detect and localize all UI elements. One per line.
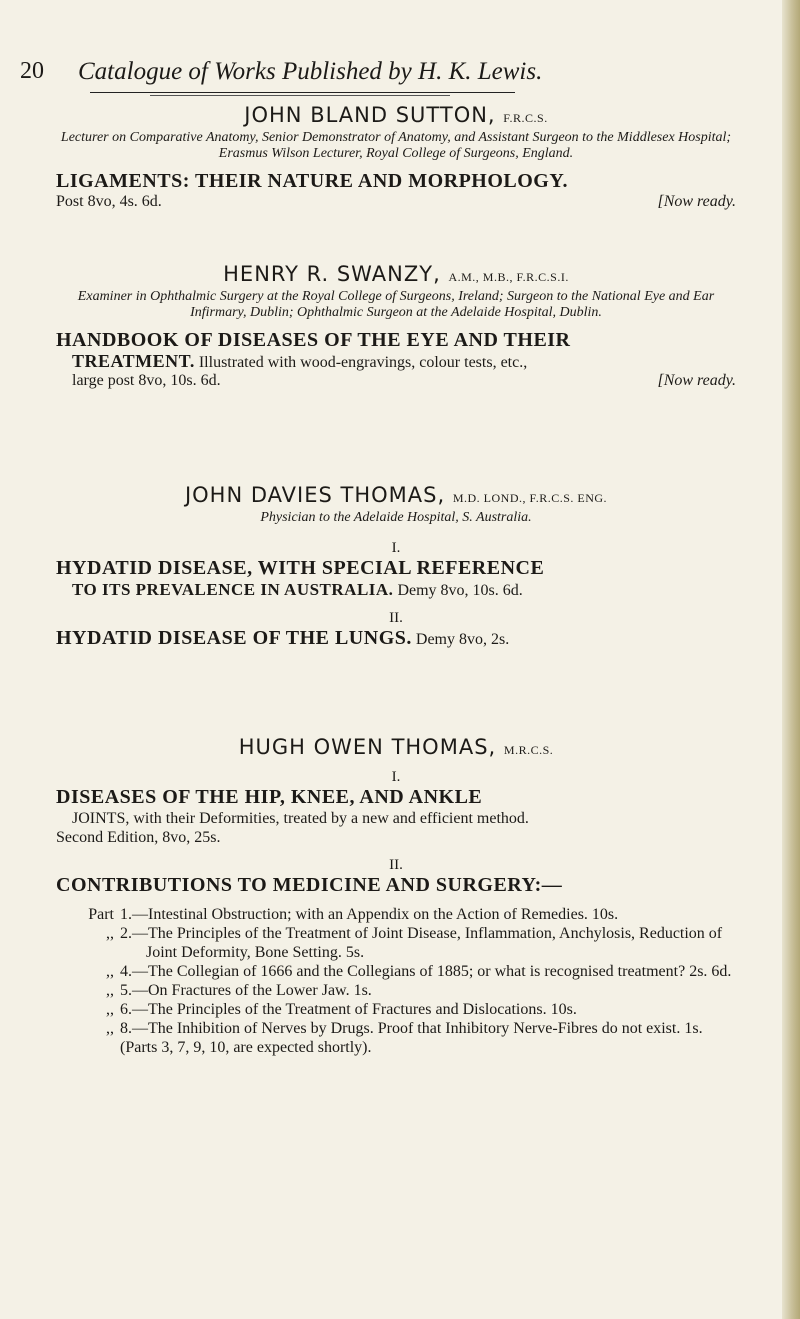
- work-detail-row: [56, 372, 736, 390]
- author-name: HENRY R. SWANZY, A.M., M.B., F.R.C.S.I.: [223, 262, 569, 286]
- author-degrees: M.D. LOND., F.R.C.S. ENG.: [452, 491, 608, 505]
- work-title-continuation: TREATMENT. Illustrated with wood-engravings, colour tests, etc.,: [72, 351, 528, 371]
- work-detail: large post 8vo, 10s. 6d.: [72, 372, 221, 389]
- header-rule-secondary: [150, 95, 450, 96]
- work-detail: Post 8vo, 4s. 6d.: [56, 193, 162, 210]
- page-edge: [782, 0, 800, 1319]
- entry-swanzy: [56, 262, 736, 390]
- parts-note-row: [56, 1038, 736, 1057]
- work-title: HANDBOOK OF DISEASES OF THE EYE AND THEIR: [56, 329, 571, 351]
- work-title: DISEASES OF THE HIP, KNEE, AND ANKLE: [56, 786, 483, 808]
- entry-davies-thomas: [56, 483, 736, 650]
- work-detail: JOINTS, with their Deformities, treated by a new and efficient method.: [72, 810, 529, 827]
- work-edition: Second Edition, 8vo, 25s.: [56, 829, 221, 846]
- work-detail: Demy 8vo, 2s.: [415, 631, 510, 648]
- work-title: CONTRIBUTIONS TO MEDICINE AND SURGERY:—: [56, 874, 563, 896]
- part-text: 4.—The Collegian of 1666 and the Collegians of 1885; or what is recognised treatment? 2s. 6d.: [120, 963, 732, 980]
- author-name: JOHN DAVIES THOMAS, M.D. LOND., F.R.C.S. ENG.: [184, 483, 608, 507]
- part-text: 6.—The Principles of the Treatment of Fractures and Dislocations. 10s.: [120, 1001, 577, 1018]
- author-degrees: A.M., M.B., F.R.C.S.I.: [448, 270, 569, 284]
- list-item: [56, 962, 736, 981]
- header-rule: [90, 92, 515, 93]
- part-text: 1.—Intestinal Obstruction; with an Appendix on the Action of Remedies. 10s.: [120, 906, 619, 923]
- work-detail: Illustrated with wood-engravings, colour tests, etc.,: [198, 354, 528, 371]
- running-title: Catalogue of Works Published by H. K. Lewis.: [78, 58, 543, 85]
- entry-owen-thomas: [56, 735, 736, 1057]
- parts-note: (Parts 3, 7, 9, 10, are expected shortly).: [120, 1039, 372, 1056]
- author-affiliation: Lecturer on Comparative Anatomy, Senior Demonstrator of Anatomy, and Assistant Surgeon to the Middlesex Hospital; Erasmus Wilson Lecturer, Royal College of Surgeons, England.: [60, 130, 732, 161]
- list-item: [56, 1000, 736, 1019]
- entry-sutton: [56, 103, 736, 211]
- part-text: 8.—The Inhibition of Nerves by Drugs. Proof that Inhibitory Nerve-Fibres do not exist. 1s.: [120, 1020, 703, 1037]
- work-detail: Demy 8vo, 10s. 6d.: [397, 582, 523, 599]
- author-affiliation: Physician to the Adelaide Hospital, S. Australia.: [260, 510, 532, 525]
- author-affiliation: Examiner in Ophthalmic Surgery at the Royal College of Surgeons, Ireland; Surgeon to the National Eye and Ear Infirmary, Dublin; Ophthalmic Surgeon at the Adelaide Hospital, Dublin.: [77, 289, 715, 320]
- list-item: [56, 981, 736, 1000]
- part-text: 2.—The Principles of the Treatment of Joint Disease, Inflammation, Anchylosis, Reduction of Joint Deformity, Bone Setting. 5s.: [120, 925, 723, 961]
- list-item: [56, 924, 736, 962]
- work-title: HYDATID DISEASE, WITH SPECIAL REFERENCE: [56, 557, 545, 579]
- work-detail-row: [56, 193, 736, 211]
- work-status: [Now ready.: [657, 372, 736, 389]
- parts-list: [56, 905, 736, 1057]
- part-label: Part: [88, 906, 114, 923]
- part-label: ,,: [106, 982, 114, 999]
- list-item: [56, 1019, 736, 1038]
- part-label: ,,: [106, 1020, 114, 1037]
- work-title-row: [56, 627, 736, 650]
- part-text: 5.—On Fractures of the Lower Jaw. 1s.: [120, 982, 372, 999]
- work-numeral: II.: [389, 610, 403, 626]
- work-status: [Now ready.: [657, 193, 736, 210]
- work-numeral: II.: [389, 857, 403, 873]
- part-label: ,,: [106, 925, 114, 942]
- work-title: HYDATID DISEASE OF THE LUNGS.: [56, 627, 412, 649]
- list-item: [56, 905, 736, 924]
- work-numeral: I.: [391, 769, 401, 785]
- author-name: HUGH OWEN THOMAS, M.R.C.S.: [238, 735, 554, 759]
- author-degrees: F.R.C.S.: [503, 111, 548, 125]
- page-number: 20: [20, 58, 44, 84]
- part-label: ,,: [106, 963, 114, 980]
- work-title: LIGAMENTS: THEIR NATURE AND MORPHOLOGY.: [56, 170, 568, 192]
- work-title-continuation: TO ITS PREVALENCE IN AUSTRALIA. Demy 8vo, 10s. 6d.: [72, 580, 523, 599]
- author-name: JOHN BLAND SUTTON, F.R.C.S.: [244, 103, 548, 127]
- author-degrees: M.R.C.S.: [503, 743, 554, 757]
- part-label: ,,: [106, 1001, 114, 1018]
- work-numeral: I.: [391, 540, 401, 556]
